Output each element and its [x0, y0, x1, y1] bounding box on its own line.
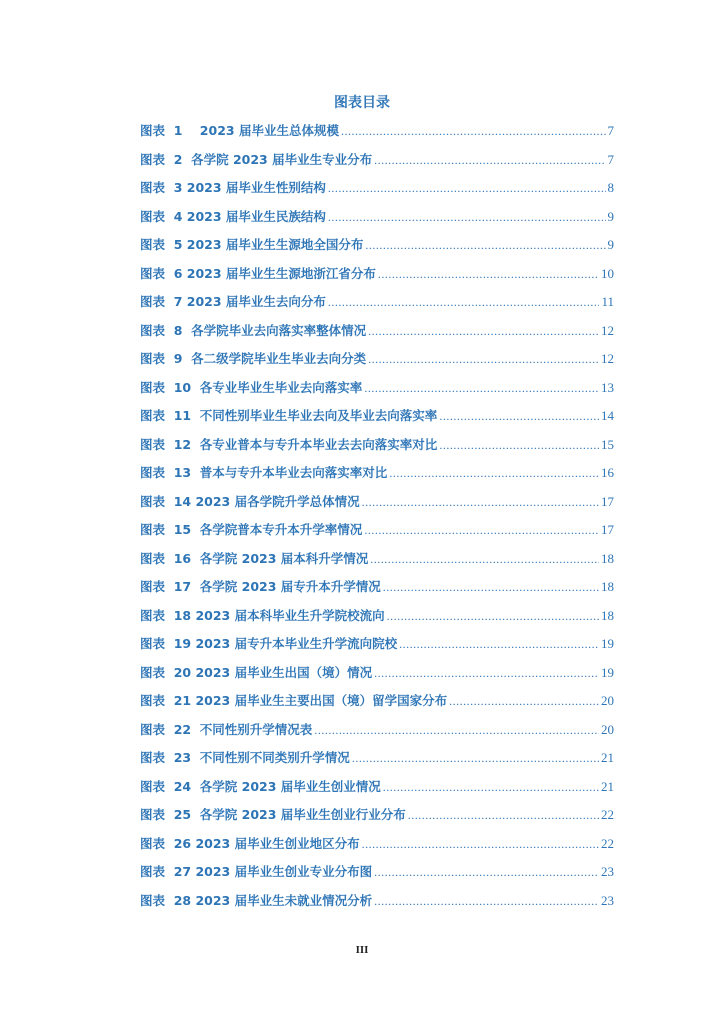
toc-dot-leader [378, 267, 599, 282]
toc-dot-leader [364, 523, 599, 538]
toc-entry[interactable] [140, 720, 614, 749]
toc-entry[interactable] [140, 406, 614, 435]
toc-entry[interactable] [140, 634, 614, 663]
toc-entry-label: 图表 9 各二级学院毕业生毕业去向分类 [140, 351, 367, 366]
toc-entry[interactable] [140, 463, 614, 492]
toc-entry-page-number: 12 [601, 322, 614, 338]
toc-entry-page-number: 9 [607, 237, 614, 252]
toc-dot-leader [314, 723, 599, 738]
toc-dot-leader [387, 609, 599, 624]
toc-dot-leader [362, 837, 599, 852]
toc-entry[interactable] [140, 121, 614, 150]
toc-entry-label: 图表 1 2023 届毕业生总体规模 [140, 123, 339, 138]
toc-entry[interactable] [140, 321, 614, 350]
toc-entry-page-number: 11 [601, 294, 614, 309]
toc-entry-label: 图表 19 2023 届专升本毕业生升学流向院校 [140, 636, 398, 651]
toc-entry[interactable] [140, 891, 614, 920]
toc-entry-label: 图表 20 2023 届毕业生出国（境）情况 [140, 664, 373, 680]
toc-dot-leader [399, 637, 599, 652]
toc-dot-leader [368, 352, 599, 367]
toc-entry-label: 图表 13 普本与专升本毕业去向落实率对比 [140, 465, 388, 480]
toc-entry-label: 图表 26 2023 届毕业生创业地区分布 [140, 835, 360, 851]
toc-entry-page-number: 20 [601, 693, 614, 708]
toc-entry[interactable] [140, 805, 614, 834]
toc-entry-page-number: 21 [601, 778, 614, 794]
toc-entry[interactable] [140, 207, 614, 236]
toc-entry[interactable] [140, 520, 614, 549]
toc-dot-leader [374, 153, 605, 168]
toc-dot-leader [439, 438, 599, 453]
toc-entry-label: 图表 10 各专业毕业生毕业去向落实率 [140, 379, 363, 395]
toc-entry-label: 图表 28 2023 届毕业生未就业情况分析 [140, 892, 373, 908]
toc-entry-page-number: 8 [607, 180, 614, 195]
toc-dot-leader [368, 324, 599, 339]
toc-title: 图表目录 [334, 95, 390, 111]
page-number: III [355, 944, 369, 956]
toc-entry-label: 图表 22 不同性别升学情况表 [140, 721, 313, 737]
toc-entry[interactable] [140, 178, 614, 207]
toc-entry[interactable] [140, 606, 614, 635]
toc-entry[interactable] [140, 834, 614, 863]
toc-entry-label: 图表 12 各专业普本与专升本毕业去去向落实率对比 [140, 436, 438, 452]
toc-entry[interactable] [140, 777, 614, 806]
toc-entry-page-number: 7 [607, 151, 614, 167]
toc-dot-leader [328, 210, 606, 225]
toc-entry-page-number: 19 [601, 636, 614, 651]
toc-entry-page-number: 19 [601, 664, 614, 680]
toc-entry-page-number: 22 [601, 807, 614, 822]
toc-entry-label: 图表 11 不同性别毕业生毕业去向及毕业去向落实率 [140, 408, 438, 423]
toc-dot-leader [408, 808, 599, 823]
toc-list [140, 121, 614, 919]
toc-entry-page-number: 7 [607, 123, 614, 138]
toc-entry[interactable] [140, 150, 614, 179]
toc-entry-label: 图表 7 2023 届毕业生去向分布 [140, 294, 326, 309]
toc-entry-label: 图表 16 各学院 2023 届本科升学情况 [140, 550, 369, 566]
toc-dot-leader [328, 295, 600, 310]
toc-entry-label: 图表 2 各学院 2023 届毕业生专业分布 [140, 151, 373, 167]
toc-entry-label: 图表 17 各学院 2023 届专升本升学情况 [140, 579, 381, 594]
toc-dot-leader [389, 466, 599, 481]
toc-entry-page-number: 20 [601, 721, 614, 737]
toc-entry-label: 图表 3 2023 届毕业生性别结构 [140, 180, 326, 195]
toc-dot-leader [449, 694, 599, 709]
toc-entry-page-number: 23 [601, 892, 614, 908]
toc-entry-label: 图表 8 各学院毕业去向落实率整体情况 [140, 322, 367, 338]
toc-entry[interactable] [140, 292, 614, 321]
toc-dot-leader [341, 124, 606, 139]
toc-entry-label: 图表 23 不同性别不同类别升学情况 [140, 750, 350, 765]
toc-entry[interactable] [140, 748, 614, 777]
toc-entry-page-number: 18 [601, 607, 614, 623]
toc-entry-label: 图表 24 各学院 2023 届毕业生创业情况 [140, 778, 381, 794]
toc-entry[interactable] [140, 349, 614, 378]
toc-entry[interactable] [140, 577, 614, 606]
toc-entry-label: 图表 5 2023 届毕业生生源地全国分布 [140, 237, 364, 252]
toc-entry[interactable] [140, 549, 614, 578]
toc-entry-page-number: 12 [601, 351, 614, 366]
toc-dot-leader [352, 751, 599, 766]
toc-entry[interactable] [140, 492, 614, 521]
toc-entry-label: 图表 27 2023 届毕业生创业专业分布图 [140, 864, 373, 879]
toc-entry-page-number: 21 [601, 750, 614, 765]
toc-entry-page-number: 9 [607, 208, 614, 224]
toc-dot-leader [374, 894, 599, 909]
toc-entry-page-number: 23 [601, 864, 614, 879]
toc-dot-leader [365, 238, 605, 253]
toc-dot-leader [328, 181, 606, 196]
toc-entry[interactable] [140, 264, 614, 293]
toc-entry-label: 图表 21 2023 届毕业生主要出国（境）留学国家分布 [140, 693, 448, 708]
toc-entry-label: 图表 14 2023 届各学院升学总体情况 [140, 493, 360, 509]
toc-entry[interactable] [140, 862, 614, 891]
toc-entry[interactable] [140, 691, 614, 720]
toc-entry-label: 图表 18 2023 届本科毕业生升学院校流向 [140, 607, 385, 623]
toc-dot-leader [383, 580, 599, 595]
toc-entry[interactable] [140, 378, 614, 407]
toc-entry-page-number: 10 [601, 265, 614, 281]
toc-entry-label: 图表 6 2023 届毕业生生源地浙江省分布 [140, 265, 376, 281]
toc-entry-page-number: 15 [601, 436, 614, 452]
toc-entry-label: 图表 15 各学院普本专升本升学率情况 [140, 522, 363, 537]
toc-dot-leader [364, 381, 599, 396]
toc-entry-page-number: 17 [601, 522, 614, 537]
toc-entry-page-number: 18 [601, 550, 614, 566]
toc-entry-page-number: 17 [601, 493, 614, 509]
toc-dot-leader [362, 495, 599, 510]
toc-entry[interactable] [140, 663, 614, 692]
toc-dot-leader [374, 865, 599, 880]
toc-entry-label: 图表 4 2023 届毕业生民族结构 [140, 208, 326, 224]
toc-entry[interactable] [140, 235, 614, 264]
toc-entry-page-number: 22 [601, 835, 614, 851]
toc-entry-page-number: 18 [601, 579, 614, 594]
toc-entry-page-number: 14 [601, 408, 614, 423]
toc-dot-leader [383, 780, 599, 795]
toc-entry-label: 图表 25 各学院 2023 届毕业生创业行业分布 [140, 807, 406, 822]
toc-dot-leader [374, 666, 599, 681]
toc-dot-leader [439, 409, 599, 424]
toc-entry-page-number: 16 [601, 465, 614, 480]
toc-entry-page-number: 13 [601, 379, 614, 395]
toc-dot-leader [370, 552, 599, 567]
toc-entry[interactable] [140, 435, 614, 464]
